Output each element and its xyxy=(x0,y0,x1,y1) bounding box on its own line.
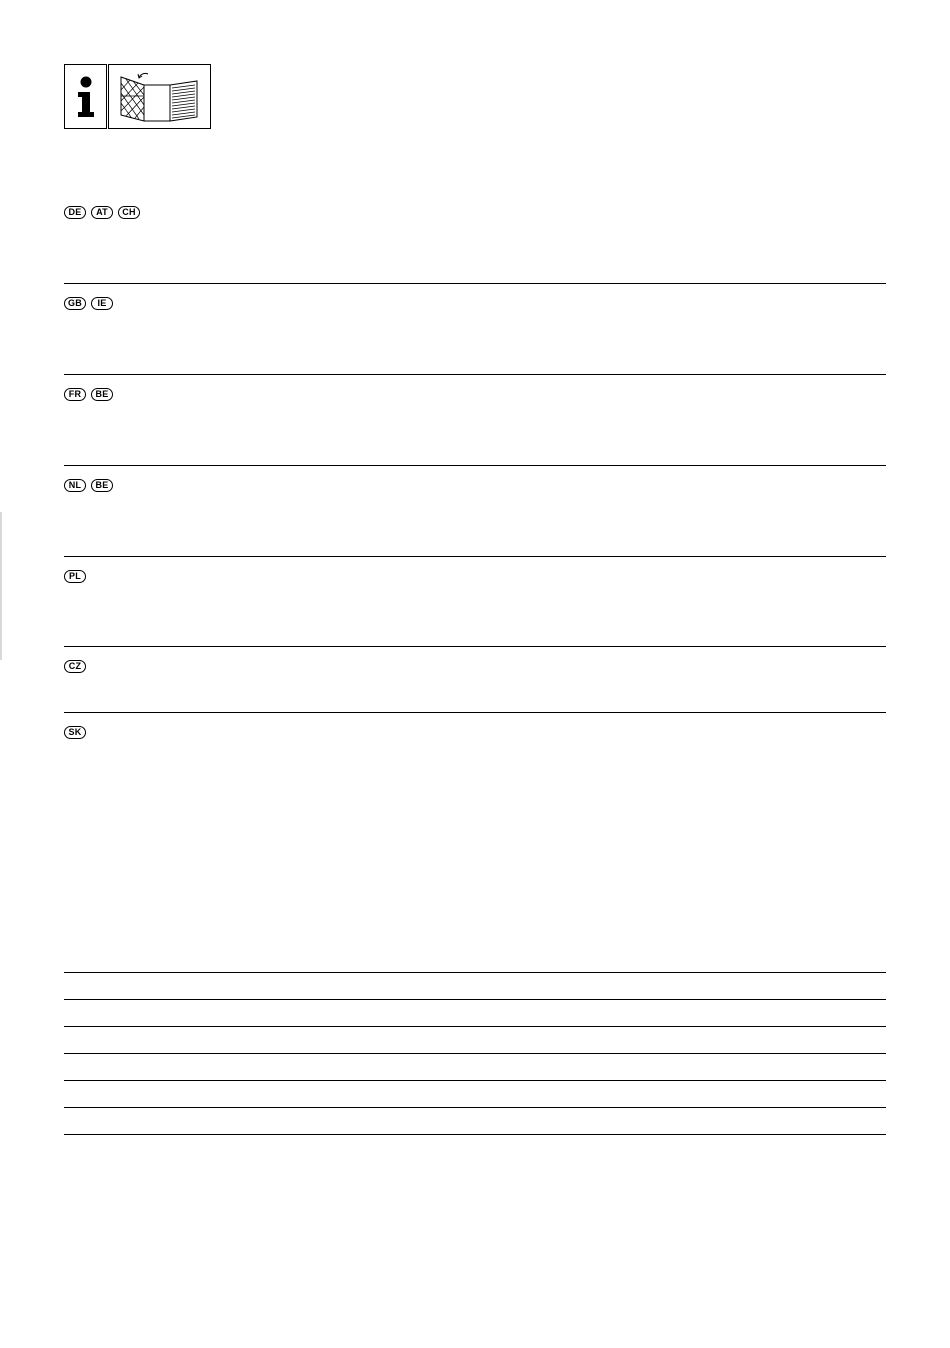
language-row-de-at-ch xyxy=(64,206,140,219)
country-badge: CZ xyxy=(64,660,86,673)
ruled-line xyxy=(64,1107,886,1108)
country-badge: DE xyxy=(64,206,86,219)
ruled-line xyxy=(64,1026,886,1027)
info-icon xyxy=(64,64,107,129)
ruled-line xyxy=(64,999,886,1000)
section-divider xyxy=(64,283,886,284)
ruled-line xyxy=(64,972,886,973)
section-divider xyxy=(64,465,886,466)
country-badge: AT xyxy=(91,206,113,219)
language-row-sk xyxy=(64,726,86,739)
section-divider xyxy=(64,374,886,375)
country-badge: GB xyxy=(64,297,86,310)
ruled-line xyxy=(64,1080,886,1081)
section-divider xyxy=(64,646,886,647)
foldout-page-icon xyxy=(108,64,211,129)
country-badge: BE xyxy=(91,388,113,401)
country-badge: FR xyxy=(64,388,86,401)
language-row-nl-be xyxy=(64,479,113,492)
section-divider xyxy=(64,712,886,713)
country-badge: SK xyxy=(64,726,86,739)
country-badge: CH xyxy=(118,206,140,219)
language-row-pl xyxy=(64,570,86,583)
country-badge: NL xyxy=(64,479,86,492)
ruled-line xyxy=(64,1053,886,1054)
country-badge: PL xyxy=(64,570,86,583)
page-edge-mark xyxy=(0,512,2,660)
country-badge: BE xyxy=(91,479,113,492)
ruled-line xyxy=(64,1134,886,1135)
country-badge: IE xyxy=(91,297,113,310)
section-divider xyxy=(64,556,886,557)
language-row-gb-ie xyxy=(64,297,113,310)
language-row-cz xyxy=(64,660,86,673)
language-row-fr-be xyxy=(64,388,113,401)
